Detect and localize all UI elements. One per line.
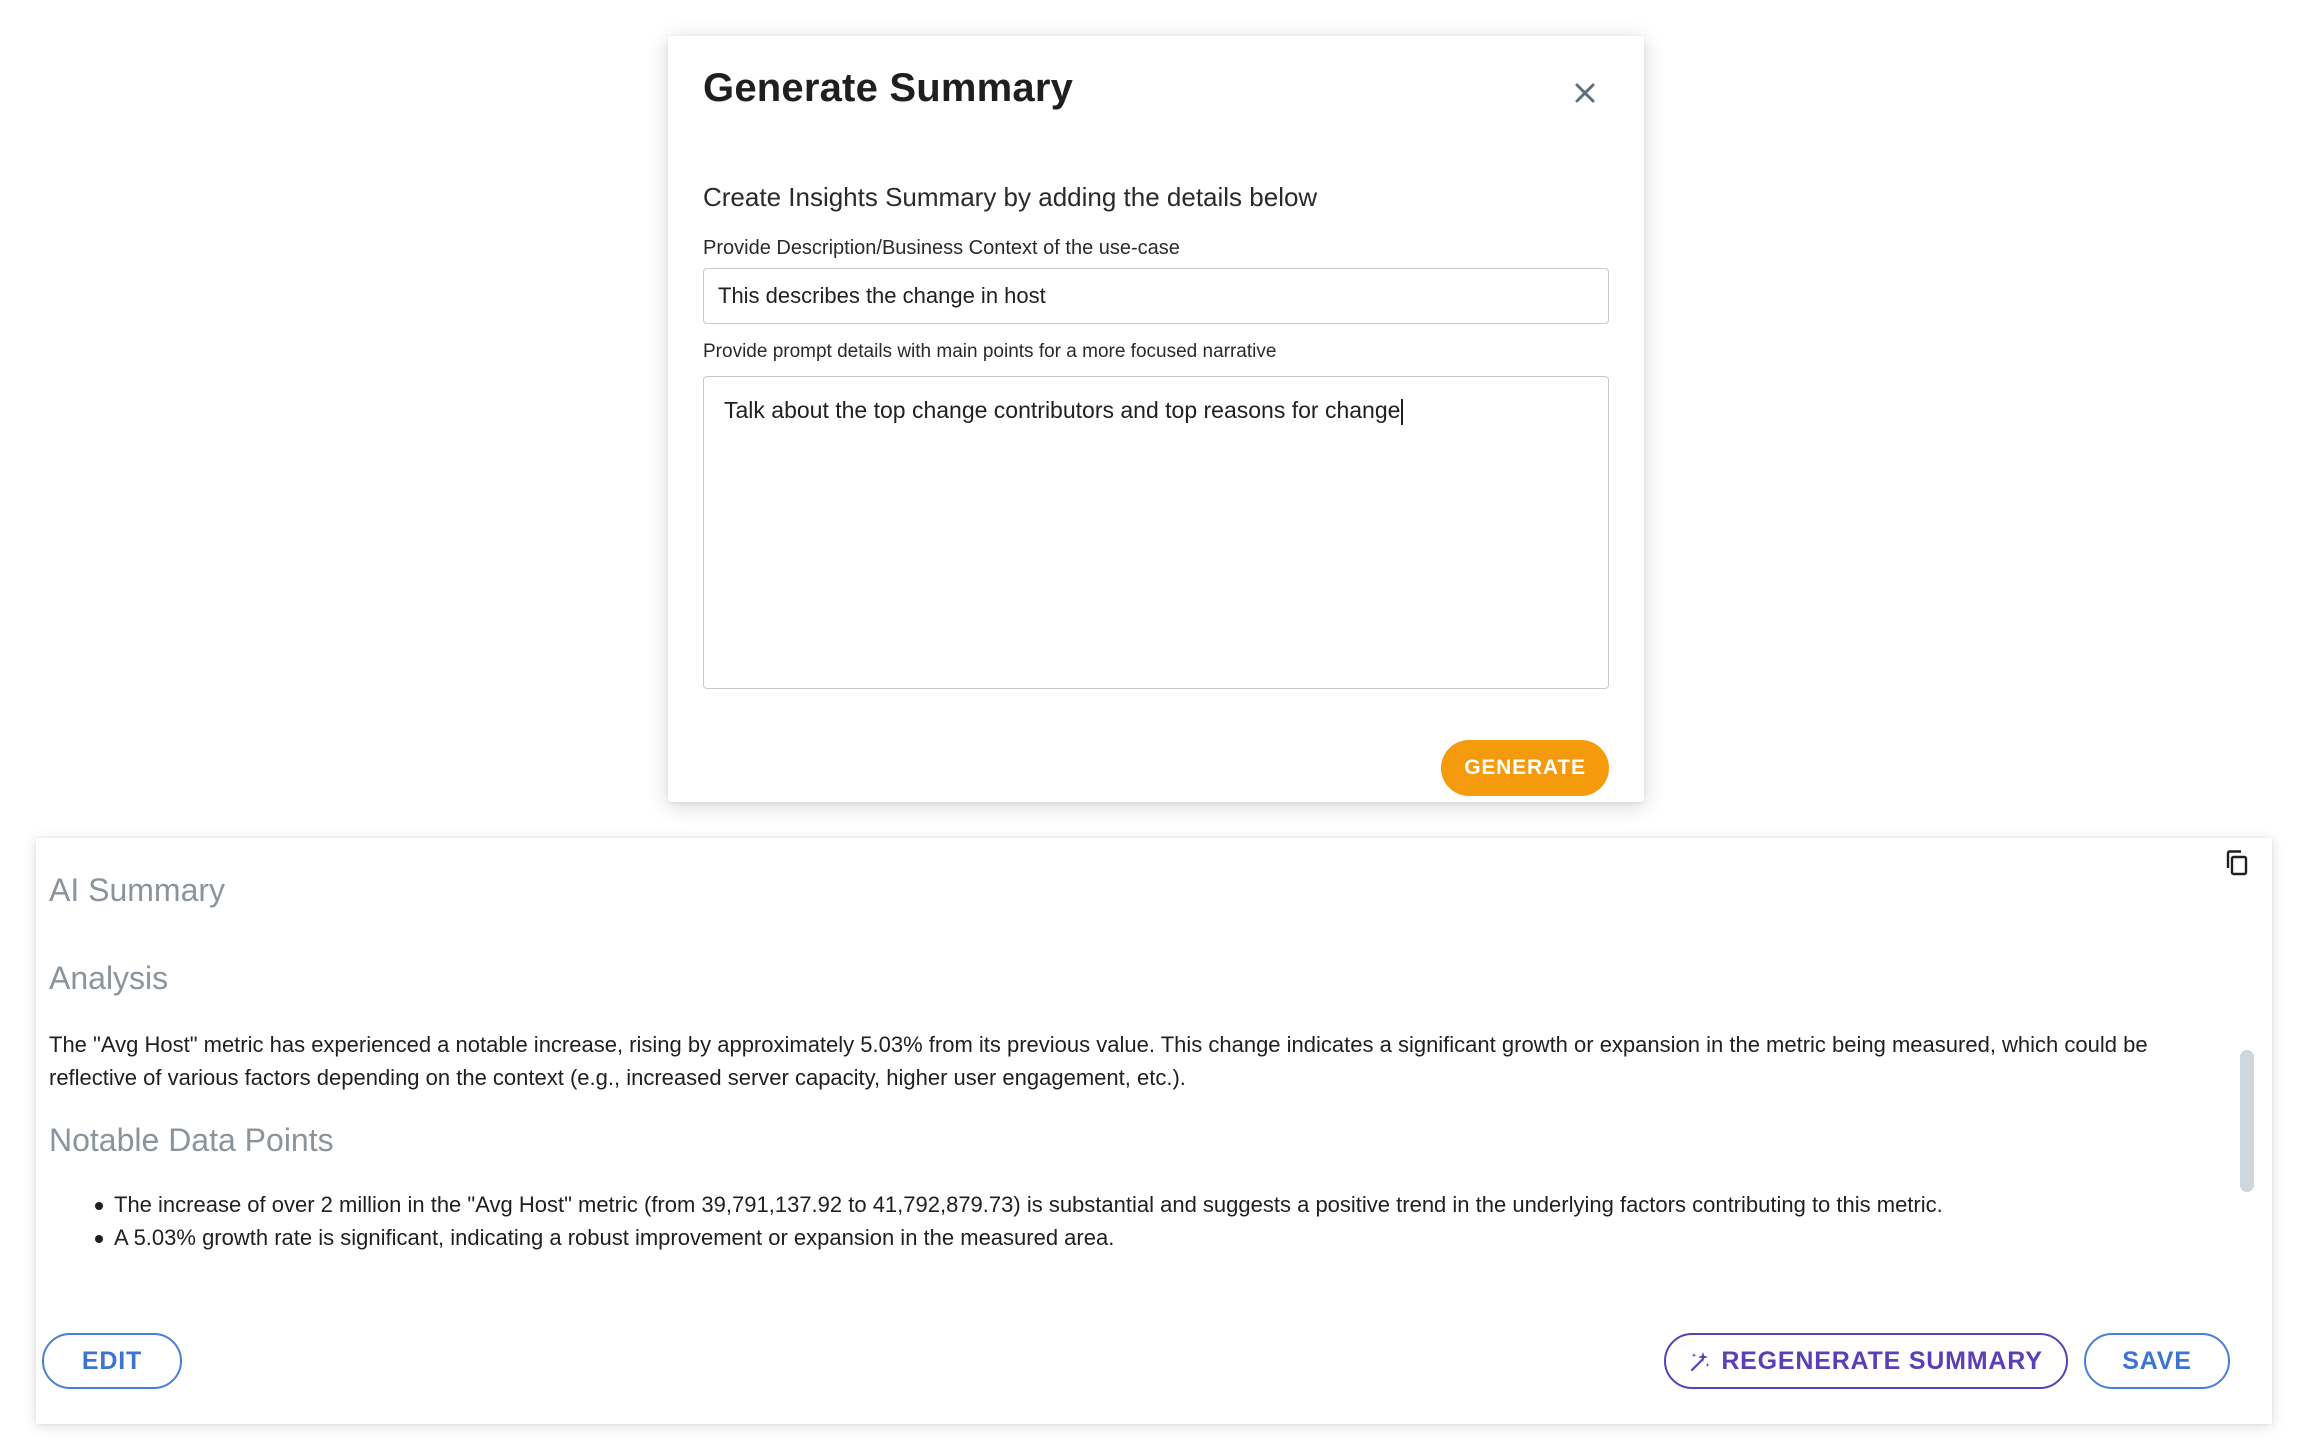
dialog-subtitle: Create Insights Summary by adding the details below [703, 182, 1318, 212]
notable-data-points-heading: Notable Data Points [49, 1122, 334, 1158]
analysis-heading: Analysis [49, 960, 169, 996]
regenerate-button-label: REGENERATE SUMMARY [1721, 1346, 2043, 1375]
ai-summary-panel [36, 838, 2272, 1424]
list-item: The increase of over 2 million in the "Avg Host" metric (from 39,791,137.92 to 41,792,879.73) is substantial and suggests a positive trend in the underlying factors contributing to this metric. [49, 1188, 2209, 1221]
summary-title: AI Summary [49, 872, 226, 908]
dialog-title: Generate Summary [703, 66, 1074, 110]
copy-icon [2225, 850, 2249, 876]
description-input[interactable] [703, 268, 1609, 324]
text-caret [1401, 399, 1403, 425]
list-item: A 5.03% growth rate is significant, indicating a robust improvement or expansion in the measured area. [49, 1221, 2209, 1254]
copy-button[interactable] [2220, 846, 2254, 880]
prompt-text: Talk about the top change contributors and top reasons for change [724, 397, 1401, 423]
edit-button-label: EDIT [81, 1346, 143, 1375]
generate-button[interactable]: GENERATE [1441, 740, 1609, 796]
scrollbar-thumb[interactable] [2240, 1050, 2254, 1192]
close-icon [1573, 81, 1597, 105]
prompt-label: Provide prompt details with main points for a more focused narrative [703, 341, 1277, 362]
save-button[interactable] [2084, 1333, 2230, 1389]
generate-summary-dialog [668, 36, 1644, 802]
edit-button[interactable] [42, 1333, 182, 1389]
prompt-textarea[interactable] [703, 376, 1609, 689]
save-button-label: SAVE [2122, 1346, 2192, 1375]
analysis-paragraph: The "Avg Host" metric has experienced a notable increase, rising by approximately 5.03% from its previous value. This change indicates a significant growth or expansion in the metric being measured, which could be reflective of various factors depending on the context (e.g., increased server capacity, higher user engagement, etc.). [49, 1032, 2148, 1090]
sparkle-wand-icon [1689, 1350, 1711, 1372]
regenerate-summary-button[interactable] [1664, 1333, 2068, 1389]
description-label: Provide Description/Business Context of the use-case [703, 237, 1180, 259]
notable-data-points-list [49, 1188, 2209, 1254]
close-button[interactable] [1568, 76, 1602, 110]
